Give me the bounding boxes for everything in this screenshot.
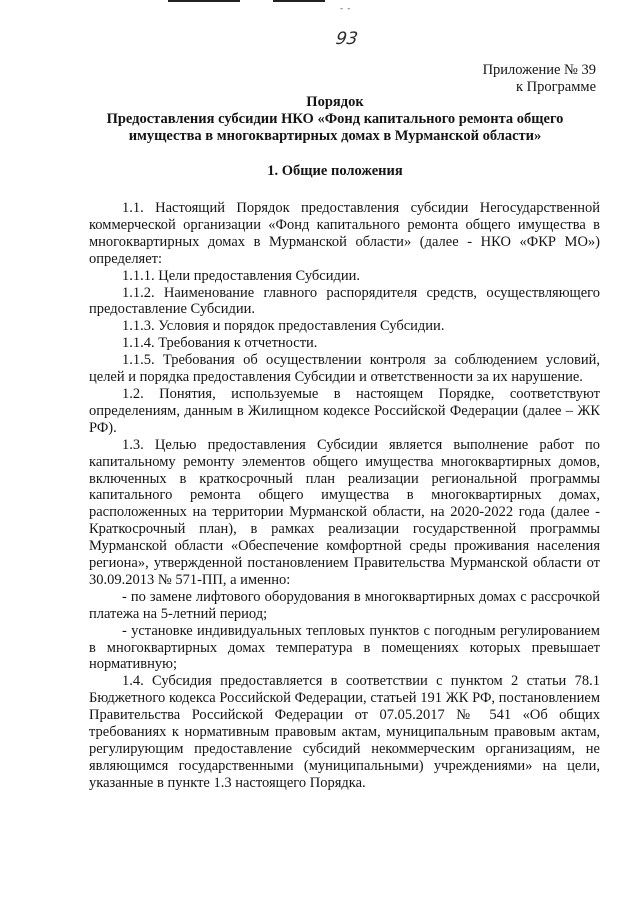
paragraph-1-2: 1.2. Понятия, используемые в настоящем Порядке, соответствуют определениям, данным в Жилищном кодексе Российской Федерации (далее – ЖК РФ). — [89, 385, 600, 436]
paragraph-1-4: 1.4. Субсидия предоставляется в соответствии с пунктом 2 статьи 78.1 Бюджетного кодекса Российской Федерации, статьей 191 ЖК РФ, постановлением Правительства Российской Федерации от 07.05.2017 № 541 «Об общих требованиях к нормативным правовым актам, муниципальным правовым актам, регулирующим предоставление субсидий некоммерческим организациям, не являющимся государственными (муниципальными) учреждениями» на цели, указанные в пункте 1.3 настоящего Порядка. — [89, 673, 600, 791]
paragraph-1-1-3: 1.1.3. Условия и порядок предоставления Субсидии. — [122, 318, 445, 335]
list-item-elevator: - по замене лифтового оборудования в многоквартирных домах с рассрочкой платежа на 5-летний период; — [89, 588, 600, 622]
appendix-program: к Программе — [515, 79, 596, 95]
handwritten-page-number: 93 — [334, 29, 360, 49]
title-line: имущества в многоквартирных домах в Мурманской области» — [128, 128, 542, 144]
paragraph-1-3: 1.3. Целью предоставления Субсидии является выполнение работ по капитальному ремонту элементов общего имущества многоквартирных домов, включенных в краткосрочный план реализации региональной программы капитального ремонта общего имущества в многоквартирных домах, расположенных на территории Мурманской области, на 2020-2022 года (далее - Краткосрочный план), в рамках реализации государственной программы Мурманской области «Обеспечение комфортной среды проживания населения региона», утвержденной постановлением Правительства Мурманской области от 30.09.2013 № 571-ПП, а именно: — [89, 436, 600, 588]
appendix-reference — [483, 62, 596, 96]
list-item-heating: - установке индивидуальных тепловых пунктов с погодным регулированием в многоквартирных домах температура в помещениях которых превышает нормативную; — [89, 622, 600, 673]
scan-edge-line — [273, 0, 325, 2]
paragraph-1-1: 1.1. Настоящий Порядок предоставления субсидии Негосударственной коммерческой организации «Фонд капитального ремонта общего имущества в многоквартирных домах в Мурманской области» (далее - НКО «ФКР МО») определяет: — [89, 200, 600, 267]
section-heading: 1. Общие положения — [267, 163, 403, 179]
title-line: Порядок — [306, 94, 364, 110]
paragraph-1-1-2: 1.1.2. Наименование главного распорядителя средств, осуществляющего предоставление Субсидии. — [89, 284, 600, 318]
scan-edge-line — [168, 0, 240, 2]
paragraph-1-1-1: 1.1.1. Цели предоставления Субсидии. — [122, 267, 361, 284]
appendix-number: Приложение № 39 — [482, 62, 596, 78]
scan-mark: - - — [340, 3, 352, 13]
document-title — [70, 94, 600, 145]
paragraph-1-1-4: 1.1.4. Требования к отчетности. — [122, 335, 318, 352]
paragraph-1-1-5: 1.1.5. Требования об осуществлении контроля за соблюдением условий, целей и порядка предоставления Субсидии и ответственности за их нарушение. — [89, 352, 600, 386]
title-line: Предоставления субсидии НКО «Фонд капитального ремонта общего — [106, 111, 564, 127]
document-body — [89, 200, 600, 792]
